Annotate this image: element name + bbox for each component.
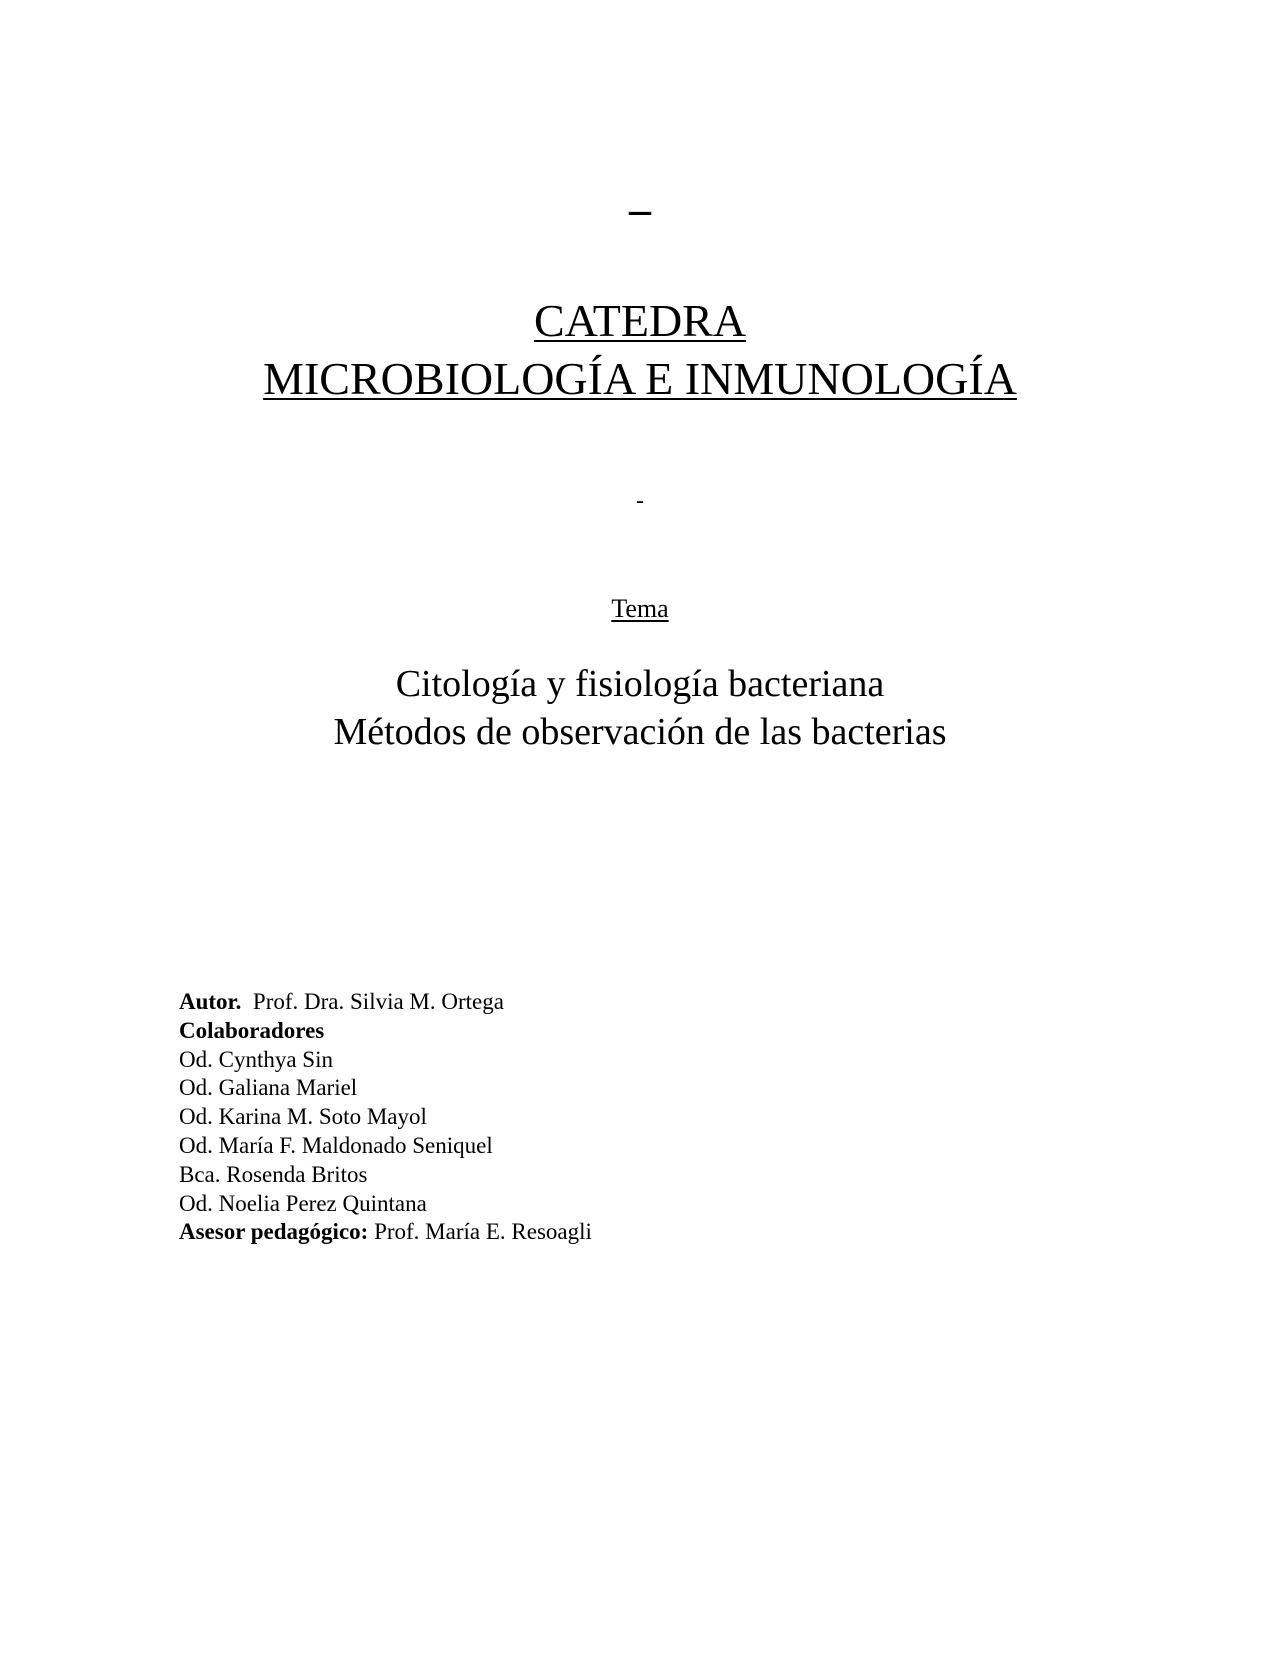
- collaborator-item: Od. Galiana Mariel: [179, 1075, 358, 1101]
- collaborators-heading: [179, 1017, 1079, 1046]
- author-label: Autor.: [179, 989, 242, 1014]
- collaborator-item: Bca. Rosenda Britos: [179, 1161, 368, 1187]
- course-title-line1: CATEDRA: [533, 295, 747, 346]
- advisor-label: Asesor pedagógico:: [179, 1219, 369, 1245]
- collaborator-item: Od. Noelia Perez Quintana: [179, 1190, 427, 1216]
- collaborator-item: Od. María F. Maldonado Seniquel: [179, 1132, 493, 1158]
- author-line: [179, 988, 1079, 1017]
- course-title: [0, 292, 1280, 408]
- advisor-name: Prof. María E. Resoagli: [374, 1219, 592, 1245]
- topic-label: [0, 592, 1280, 626]
- topic-label-text: Tema: [611, 594, 669, 623]
- topic-title-line2: Métodos de observación de las bacterias: [333, 711, 947, 753]
- course-title-line2: MICROBIOLOGÍA E INMUNOLOGÍA: [263, 353, 1017, 404]
- author-name: Prof. Dra. Silvia M. Ortega: [252, 989, 504, 1014]
- topic-title: [0, 660, 1280, 756]
- top-dash: –: [629, 185, 651, 234]
- collaborator-item: Od. Karina M. Soto Mayol: [179, 1104, 427, 1130]
- advisor-line: [179, 1218, 1079, 1247]
- collaborator-item: Od. Cynthya Sin: [179, 1046, 333, 1072]
- credits-block: [179, 988, 1079, 1247]
- collaborators-label: Colaboradores: [179, 1017, 325, 1043]
- topic-title-line1: Citología y fisiología bacteriana: [395, 663, 885, 705]
- middle-dash: -: [636, 488, 644, 514]
